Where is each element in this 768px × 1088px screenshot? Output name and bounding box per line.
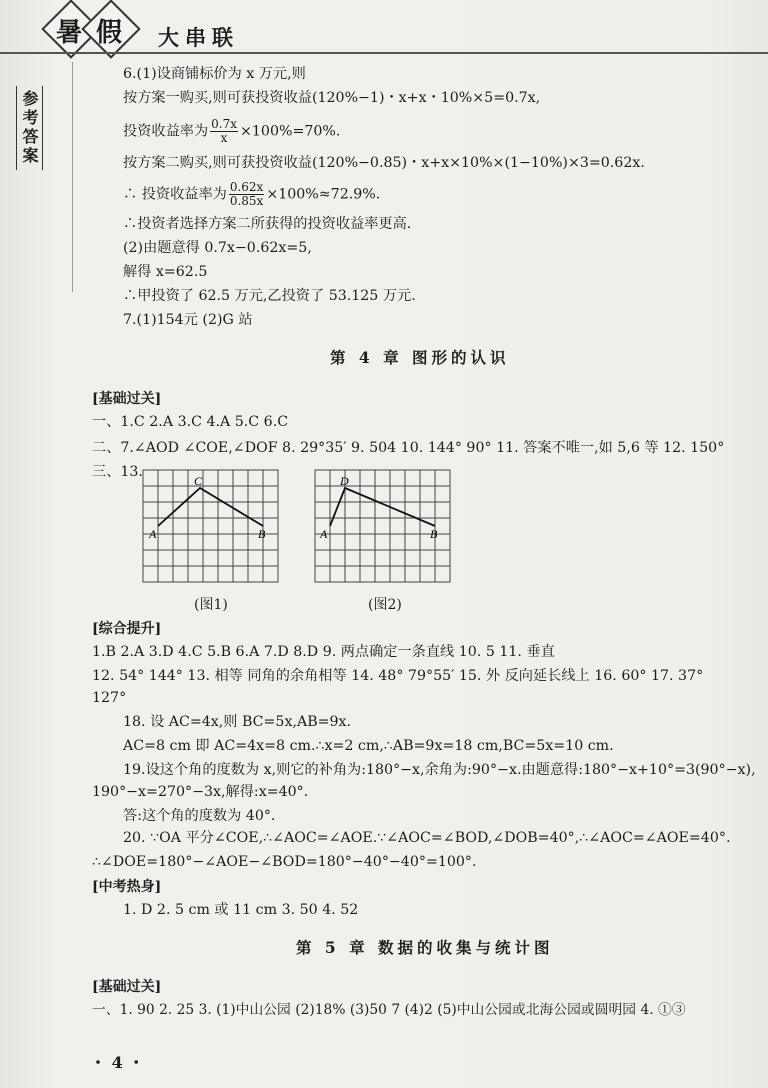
text-line: 一、1. 90 2. 25 3. (1)中山公园 (2)18% (3)50 7 (4)2 (5)中山公园或北海公园或圆明园 4. ①③	[92, 1002, 686, 1018]
text-line: 20. ∵OA 平分∠COE,∴∠AOC=∠AOE.∵∠AOC=∠BOD,∠DOB=40°,∴∠AOC=∠AOE=40°.	[123, 830, 731, 846]
text-line: 7.(1)154元 (2)G 站	[123, 312, 253, 328]
text-line: 答:这个角的度数为 40°.	[123, 808, 276, 824]
text-line: ∴∠DOE=180°−∠AOE−∠BOD=180°−40°−40°=100°.	[92, 854, 477, 870]
text-line: 6.(1)设商铺标价为 x 万元,则	[123, 66, 306, 82]
fraction: $\frac{0.62x}{0.85x}$	[229, 180, 264, 208]
side-label: 参考答案	[16, 86, 42, 276]
page-number: ・ 4 ・	[90, 1053, 145, 1072]
text-line: AC=8 cm 即 AC=4x=8 cm.∴x=2 cm,∴AB=9x=18 cm,BC=5x=10 cm.	[123, 738, 614, 754]
section-heading: [综合提升]	[92, 621, 162, 637]
header	[0, 0, 768, 62]
point-label: A	[320, 527, 328, 541]
chapter-title: 第 4 章 图形的认识	[330, 348, 510, 367]
text-line: ∴甲投资了 62.5 万元,乙投资了 53.125 万元.	[123, 288, 416, 304]
text-line: 18. 设 AC=4x,则 BC=5x,AB=9x.	[123, 714, 352, 730]
figure-caption: (图2)	[368, 597, 402, 613]
text-line: 一、1.C 2.A 3.C 4.A 5.C 6.C	[92, 414, 289, 430]
point-label: D	[340, 474, 349, 488]
fraction: $\frac{0.7x}{x}$	[211, 117, 237, 145]
text-line: 12. 54° 144° 13. 相等 同角的余角相等 14. 48° 79°55′ 15. 外 反向延长线上 16. 60° 17. 37°	[92, 668, 704, 684]
point-label: C	[194, 474, 203, 488]
text-line: 三、13.	[92, 464, 143, 480]
point-label: B	[258, 527, 266, 541]
header-rule	[0, 52, 768, 54]
text-line: ∴投资者选择方案二所获得的投资收益率更高.	[123, 216, 412, 232]
text-line: 19.设这个角的度数为 x,则它的补角为:180°−x,余角为:90°−x.由题意得:180°−x+10°=3(90°−x),	[123, 762, 756, 778]
figure-lines	[158, 488, 263, 526]
side-rule	[72, 62, 73, 292]
text-line: 投资收益率为 $\frac{0.7x}{x}$ ×100%=70%.	[123, 117, 341, 145]
section-heading: [基础过关]	[92, 979, 162, 995]
text-line: 1. D 2. 5 cm 或 11 cm 3. 50 4. 52	[123, 902, 359, 918]
text-line: 1.B 2.A 3.D 4.C 5.B 6.A 7.D 8.D 9. 两点确定一条直线 10. 5 11. 垂直	[92, 644, 555, 660]
text-line: 二、7.∠AOD ∠COE,∠DOF 8. 29°35′ 9. 504 10. 144° 90° 11. 答案不唯一,如 5,6 等 12. 150°	[92, 440, 725, 456]
figure-caption: (图1)	[194, 597, 228, 613]
text-line: 按方案二购买,则可获投资收益(120%−0.85)・x+x×10%×(1−10%)×3=0.62x.	[123, 155, 645, 171]
header-char: 暑	[56, 18, 83, 48]
text-line: ∴ 投资收益率为 $\frac{0.62x}{0.85x}$ ×100%≈72.9%.	[123, 180, 381, 208]
section-heading: [中考热身]	[92, 879, 162, 895]
text-line: 按方案一购买,则可获投资收益(120%−1)・x+x・10%×5=0.7x,	[123, 90, 541, 106]
header-char: 假	[96, 18, 123, 48]
text-line: 127°	[92, 690, 127, 706]
section-heading: [基础过关]	[92, 391, 162, 407]
text-line: 解得 x=62.5	[123, 264, 208, 280]
chapter-title: 第 5 章 数据的收集与统计图	[296, 938, 554, 957]
point-label: B	[430, 527, 438, 541]
text-line: 190°−x=270°−3x,解得:x=40°.	[92, 784, 309, 800]
grid-figure-2	[310, 466, 458, 590]
text-line: (2)由题意得 0.7x−0.62x=5,	[123, 240, 312, 256]
header-title: 大串联	[158, 25, 239, 50]
point-label: A	[149, 527, 157, 541]
grid-figure-1	[138, 466, 286, 590]
figure-lines	[330, 488, 435, 526]
